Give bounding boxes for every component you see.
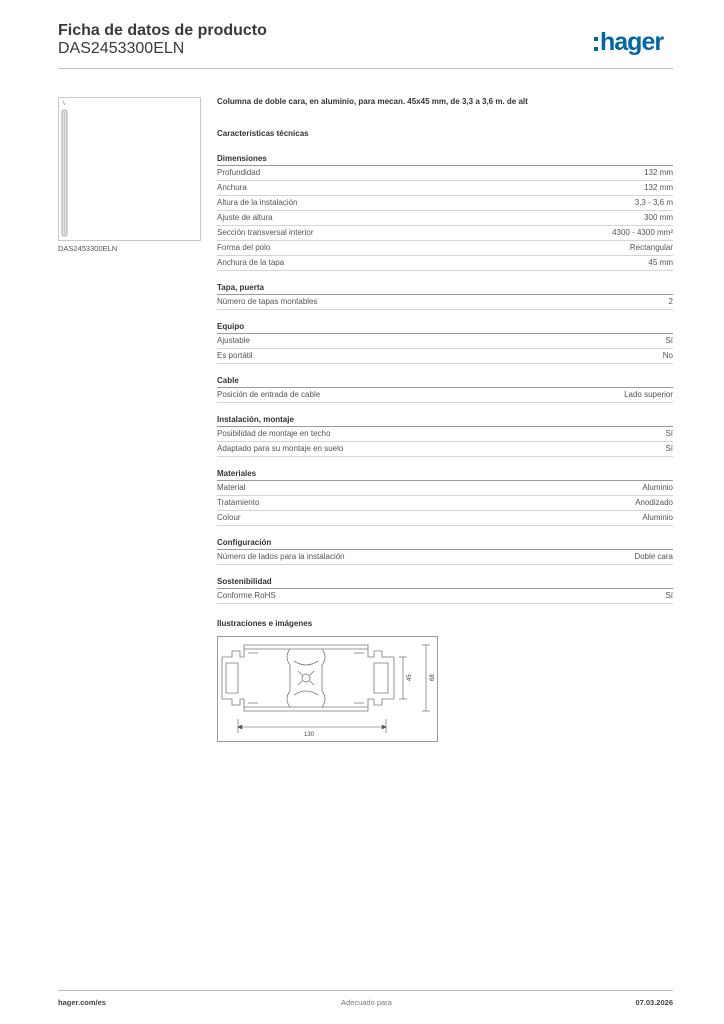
spec-label: Conforme RoHS bbox=[217, 591, 276, 600]
technical-heading: Características técnicas bbox=[217, 129, 309, 138]
spec-row bbox=[217, 226, 673, 241]
spec-value: 4300 - 4300 mm² bbox=[612, 228, 673, 237]
spec-value: 3,3 - 3,6 m bbox=[634, 198, 673, 207]
spec-row bbox=[217, 211, 673, 226]
spec-label: Profundidad bbox=[217, 168, 261, 177]
spec-value: Doble cara bbox=[634, 552, 673, 561]
spec-value: Aluminio bbox=[642, 513, 673, 522]
footer-website[interactable]: hager.com/es bbox=[58, 998, 106, 1007]
profile-section-icon bbox=[218, 637, 437, 741]
spec-value: Sí bbox=[665, 444, 673, 453]
section-title: Tapa, puerta bbox=[217, 282, 673, 295]
hager-logo bbox=[594, 28, 663, 56]
spec-row bbox=[217, 196, 673, 211]
spec-label: Colour bbox=[217, 513, 241, 522]
spec-value: Rectangular bbox=[629, 243, 673, 252]
section-title: Configuración bbox=[217, 537, 673, 550]
spec-row bbox=[217, 427, 673, 442]
dim-outer-height-label: 68 bbox=[430, 674, 436, 681]
spec-label: Adaptado para su montaje en suelo bbox=[217, 444, 344, 453]
spec-label: Material bbox=[217, 483, 246, 492]
footer-date: 07.03.2026 bbox=[635, 998, 673, 1007]
spec-row bbox=[217, 256, 673, 271]
spec-value: Sí bbox=[665, 336, 673, 345]
spec-label: Número de tapas montables bbox=[217, 297, 318, 306]
spec-label: Sección transversal interior bbox=[217, 228, 314, 237]
page-title: Ficha de datos de producto bbox=[58, 22, 267, 39]
logo-text: hager bbox=[600, 28, 664, 56]
spec-row bbox=[217, 589, 673, 604]
spec-section bbox=[217, 321, 673, 364]
product-image-caption: DAS2453300ELN bbox=[58, 244, 118, 253]
spec-label: Anchura de la tapa bbox=[217, 258, 285, 267]
illustrations-heading: Ilustraciones e imágenes bbox=[217, 619, 313, 628]
spec-row bbox=[217, 388, 673, 403]
spec-value: Sí bbox=[665, 429, 673, 438]
content-column bbox=[217, 97, 673, 742]
spec-row bbox=[217, 550, 673, 565]
spec-row bbox=[217, 295, 673, 310]
spec-row bbox=[217, 511, 673, 526]
header-divider bbox=[58, 68, 673, 69]
spec-value: Lado superior bbox=[624, 390, 673, 399]
section-title: Materiales bbox=[217, 468, 673, 481]
spec-row bbox=[217, 241, 673, 256]
spec-row bbox=[217, 442, 673, 457]
footer-divider bbox=[58, 990, 673, 991]
spec-row bbox=[217, 334, 673, 349]
section-title: Equipo bbox=[217, 321, 673, 334]
spec-sections bbox=[217, 153, 673, 604]
product-description: Columna de doble cara, en aluminio, para mecan. 45x45 mm, de 3,3 a 3,6 m. de alt bbox=[217, 97, 528, 106]
section-title: Cable bbox=[217, 375, 673, 388]
logo-dots-icon bbox=[594, 37, 598, 51]
spec-row bbox=[217, 349, 673, 364]
spec-row bbox=[217, 496, 673, 511]
spec-section bbox=[217, 414, 673, 457]
spec-value: Anodizado bbox=[635, 498, 673, 507]
section-title: Sostenibilidad bbox=[217, 576, 673, 589]
spec-label: Altura de la instalación bbox=[217, 198, 298, 207]
spec-row bbox=[217, 181, 673, 196]
spec-label: Posibilidad de montaje en techo bbox=[217, 429, 331, 438]
spec-value: 132 mm bbox=[644, 168, 673, 177]
spec-label: Ajuste de altura bbox=[217, 213, 273, 222]
spec-label: Número de lados para la instalación bbox=[217, 552, 345, 561]
spec-row bbox=[217, 166, 673, 181]
spec-value: 132 mm bbox=[644, 183, 673, 192]
section-title: Dimensiones bbox=[217, 153, 673, 166]
spec-label: Ajustable bbox=[217, 336, 250, 345]
spec-section bbox=[217, 153, 673, 271]
spec-value: 45 mm bbox=[648, 258, 673, 267]
product-image bbox=[58, 97, 201, 241]
spec-label: Posición de entrada de cable bbox=[217, 390, 321, 399]
spec-section bbox=[217, 375, 673, 403]
dim-inner-height-label: 45 bbox=[407, 674, 413, 681]
illustration-drawing bbox=[217, 636, 438, 742]
spec-section bbox=[217, 576, 673, 604]
spec-label: Anchura bbox=[217, 183, 247, 192]
spec-label: Tratamiento bbox=[217, 498, 260, 507]
spec-value: No bbox=[662, 351, 673, 360]
section-title: Instalación, montaje bbox=[217, 414, 673, 427]
spec-value: 300 mm bbox=[644, 213, 673, 222]
footer-suitable-for: Adecuado para bbox=[341, 998, 392, 1007]
spec-label: Forma del polo bbox=[217, 243, 271, 252]
spec-label: Es portátil bbox=[217, 351, 253, 360]
spec-value: Aluminio bbox=[642, 483, 673, 492]
column-profile-icon bbox=[59, 98, 200, 240]
spec-section bbox=[217, 537, 673, 565]
spec-value: 2 bbox=[668, 297, 673, 306]
spec-section bbox=[217, 282, 673, 310]
dim-width-label: 130 bbox=[304, 732, 315, 738]
spec-row bbox=[217, 481, 673, 496]
product-code: DAS2453300ELN bbox=[58, 40, 185, 57]
spec-section bbox=[217, 468, 673, 526]
spec-value: Sí bbox=[665, 591, 673, 600]
